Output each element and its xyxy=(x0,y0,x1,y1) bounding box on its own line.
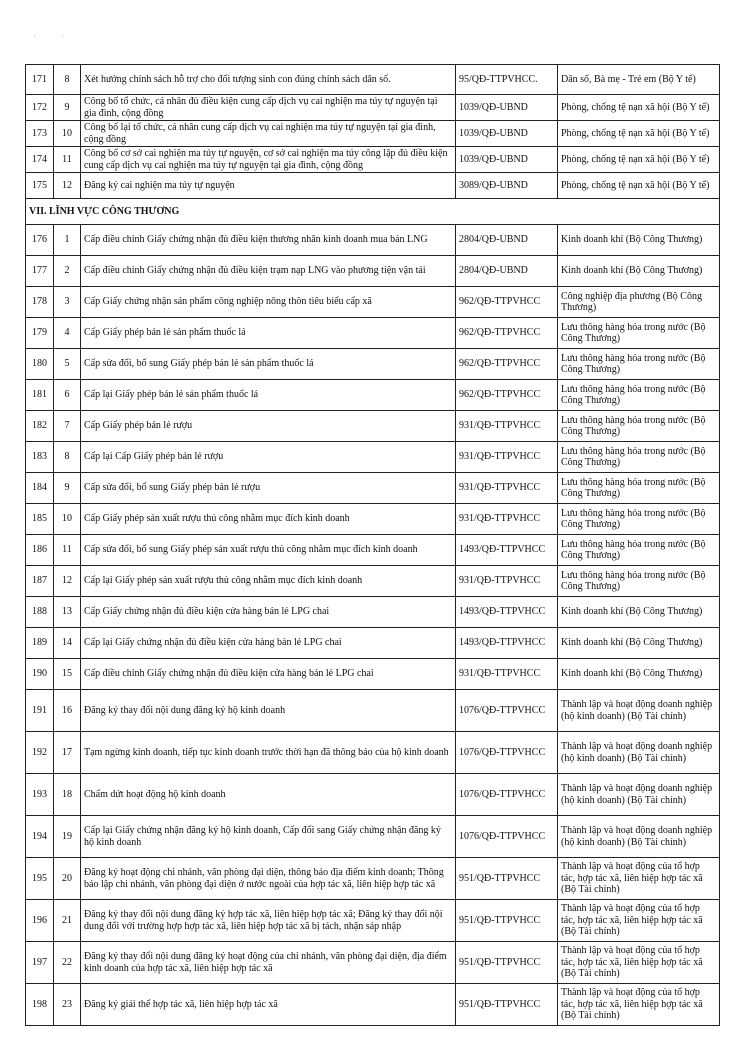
field-cell: Thành lập và hoạt động của tổ hợp tác, hợp tác xã, liên hiệp hợp tác xã (Bộ Tài chính) xyxy=(558,942,720,984)
procedure-name-cell: Công bố tổ chức, cá nhân đủ điều kiện cung cấp dịch vụ cai nghiện ma túy tự nguyện tại gia đình, cộng đồng xyxy=(81,95,456,121)
table-row xyxy=(26,411,720,442)
row-index-cell: 171 xyxy=(26,65,54,95)
row-number-cell: 15 xyxy=(54,659,81,690)
table-row xyxy=(26,349,720,380)
procedure-name-cell: Cấp Giấy phép sản xuất rượu thủ công nhằm mục đích kinh doanh xyxy=(81,504,456,535)
row-number-cell: 10 xyxy=(54,121,81,147)
table-row xyxy=(26,732,720,774)
decision-number-cell: 2804/QĐ-UBND xyxy=(456,256,558,287)
procedure-name-cell: Cấp sửa đổi, bổ sung Giấy phép bán lẻ sản phẩm thuốc lá xyxy=(81,349,456,380)
table-row xyxy=(26,659,720,690)
row-index-cell: 183 xyxy=(26,442,54,473)
decision-number-cell: 931/QĐ-TTPVHCC xyxy=(456,442,558,473)
row-number-cell: 3 xyxy=(54,287,81,318)
procedure-name-cell: Công bố lại tổ chức, cá nhân cung cấp dịch vụ cai nghiện ma túy tự nguyện tại gia đình, cộng đồng xyxy=(81,121,456,147)
field-cell: Kinh doanh khí (Bộ Công Thương) xyxy=(558,628,720,659)
decision-number-cell: 1493/QĐ-TTPVHCC xyxy=(456,535,558,566)
decision-number-cell: 951/QĐ-TTPVHCC xyxy=(456,858,558,900)
field-cell: Thành lập và hoạt động doanh nghiệp (hộ kinh doanh) (Bộ Tài chính) xyxy=(558,774,720,816)
procedure-table-body xyxy=(26,65,720,1026)
decision-number-cell: 951/QĐ-TTPVHCC xyxy=(456,942,558,984)
table-row xyxy=(26,942,720,984)
field-cell: Lưu thông hàng hóa trong nước (Bộ Công Thương) xyxy=(558,442,720,473)
procedure-name-cell: Đăng ký thay đổi nội dung đăng ký hợp tác xã, liên hiệp hợp tác xã; Đăng ký thay đổi nội dung đổi với trường hợp hợp tác xã, liên hiệp hợp tác xã bị tách, nhận sáp nhập xyxy=(81,900,456,942)
table-row xyxy=(26,473,720,504)
row-index-cell: 173 xyxy=(26,121,54,147)
row-number-cell: 11 xyxy=(54,147,81,173)
row-number-cell: 10 xyxy=(54,504,81,535)
decision-number-cell: 1076/QĐ-TTPVHCC xyxy=(456,816,558,858)
row-number-cell: 1 xyxy=(54,225,81,256)
procedure-name-cell: Cấp điều chỉnh Giấy chứng nhận đủ điều kiện cửa hàng bán lẻ LPG chai xyxy=(81,659,456,690)
row-number-cell: 4 xyxy=(54,318,81,349)
field-cell: Lưu thông hàng hóa trong nước (Bộ Công Thương) xyxy=(558,318,720,349)
table-row xyxy=(26,173,720,199)
table-row xyxy=(26,504,720,535)
row-index-cell: 185 xyxy=(26,504,54,535)
row-number-cell: 20 xyxy=(54,858,81,900)
table-row xyxy=(26,65,720,95)
row-index-cell: 180 xyxy=(26,349,54,380)
decision-number-cell: 951/QĐ-TTPVHCC xyxy=(456,900,558,942)
procedure-name-cell: Cấp điều chỉnh Giấy chứng nhận đủ điều kiện thương nhân kinh doanh mua bán LNG xyxy=(81,225,456,256)
table-row xyxy=(26,816,720,858)
table-row xyxy=(26,442,720,473)
row-number-cell: 8 xyxy=(54,65,81,95)
decision-number-cell: 962/QĐ-TTPVHCC xyxy=(456,287,558,318)
decision-number-cell: 95/QĐ-TTPVHCC. xyxy=(456,65,558,95)
procedure-name-cell: Cấp lại Giấy chứng nhận đăng ký hộ kinh doanh, Cấp đổi sang Giấy chứng nhận đăng ký hộ kinh doanh xyxy=(81,816,456,858)
procedure-name-cell: Chấm dứt hoạt động hộ kinh doanh xyxy=(81,774,456,816)
field-cell: Thành lập và hoạt động của tổ hợp tác, hợp tác xã, liên hiệp hợp tác xã (Bộ Tài chính) xyxy=(558,858,720,900)
row-number-cell: 17 xyxy=(54,732,81,774)
field-cell: Phòng, chống tệ nạn xã hội (Bộ Y tế) xyxy=(558,173,720,199)
row-index-cell: 187 xyxy=(26,566,54,597)
procedure-name-cell: Cấp lại Cấp Giấy phép bán lẻ rượu xyxy=(81,442,456,473)
table-row xyxy=(26,535,720,566)
table-row xyxy=(26,597,720,628)
table-row xyxy=(26,380,720,411)
procedure-name-cell: Đăng ký thay đổi nội dung đăng ký hộ kinh doanh xyxy=(81,690,456,732)
row-number-cell: 12 xyxy=(54,566,81,597)
decision-number-cell: 1076/QĐ-TTPVHCC xyxy=(456,774,558,816)
field-cell: Thành lập và hoạt động của tổ hợp tác, hợp tác xã, liên hiệp hợp tác xã (Bộ Tài chính) xyxy=(558,984,720,1026)
field-cell: Lưu thông hàng hóa trong nước (Bộ Công Thương) xyxy=(558,349,720,380)
field-cell: Thành lập và hoạt động doanh nghiệp (hộ kinh doanh) (Bộ Tài chính) xyxy=(558,816,720,858)
procedure-name-cell: Cấp Giấy chứng nhận sản phẩm công nghiệp nông thôn tiêu biểu cấp xã xyxy=(81,287,456,318)
decision-number-cell: 1039/QĐ-UBND xyxy=(456,147,558,173)
field-cell: Lưu thông hàng hóa trong nước (Bộ Công Thương) xyxy=(558,504,720,535)
decision-number-cell: 931/QĐ-TTPVHCC xyxy=(456,659,558,690)
decision-number-cell: 2804/QĐ-UBND xyxy=(456,225,558,256)
table-row xyxy=(26,95,720,121)
row-number-cell: 19 xyxy=(54,816,81,858)
field-cell: Phòng, chống tệ nạn xã hội (Bộ Y tế) xyxy=(558,121,720,147)
table-row xyxy=(26,318,720,349)
row-index-cell: 196 xyxy=(26,900,54,942)
procedure-name-cell: Đăng ký giải thể hợp tác xã, liên hiệp hợp tác xã xyxy=(81,984,456,1026)
row-number-cell: 21 xyxy=(54,900,81,942)
row-number-cell: 12 xyxy=(54,173,81,199)
decision-number-cell: 962/QĐ-TTPVHCC xyxy=(456,318,558,349)
procedure-name-cell: Đăng ký hoạt động chi nhánh, văn phòng đại diện, thông báo địa điểm kinh doanh; Thông báo lập chi nhánh, văn phòng đại diện ở nước ngoài của hợp tác xã, liên hiệp hợp tác xã xyxy=(81,858,456,900)
row-index-cell: 178 xyxy=(26,287,54,318)
scan-mark: ˙ xyxy=(33,34,36,43)
procedure-name-cell: Cấp lại Giấy chứng nhận đủ điều kiện cửa hàng bán lẻ LPG chai xyxy=(81,628,456,659)
procedure-name-cell: Cấp Giấy phép bán lẻ sản phẩm thuốc lá xyxy=(81,318,456,349)
procedure-name-cell: Cấp lại Giấy phép bán lẻ sản phẩm thuốc lá xyxy=(81,380,456,411)
row-number-cell: 8 xyxy=(54,442,81,473)
row-index-cell: 175 xyxy=(26,173,54,199)
procedure-name-cell: Xét hưởng chính sách hỗ trợ cho đối tượng sinh con đúng chính sách dân số. xyxy=(81,65,456,95)
decision-number-cell: 962/QĐ-TTPVHCC xyxy=(456,349,558,380)
row-index-cell: 191 xyxy=(26,690,54,732)
decision-number-cell: 3089/QĐ-UBND xyxy=(456,173,558,199)
procedure-name-cell: Đăng ký cai nghiện ma túy tự nguyện xyxy=(81,173,456,199)
field-cell: Công nghiệp địa phương (Bộ Công Thương) xyxy=(558,287,720,318)
procedure-name-cell: Cấp sửa đổi, bổ sung Giấy phép bán lẻ rượu xyxy=(81,473,456,504)
row-number-cell: 18 xyxy=(54,774,81,816)
row-index-cell: 198 xyxy=(26,984,54,1026)
field-cell: Lưu thông hàng hóa trong nước (Bộ Công Thương) xyxy=(558,380,720,411)
row-index-cell: 172 xyxy=(26,95,54,121)
row-number-cell: 6 xyxy=(54,380,81,411)
row-index-cell: 174 xyxy=(26,147,54,173)
row-number-cell: 9 xyxy=(54,95,81,121)
row-index-cell: 176 xyxy=(26,225,54,256)
table-row xyxy=(26,147,720,173)
decision-number-cell: 1076/QĐ-TTPVHCC xyxy=(456,690,558,732)
decision-number-cell: 1493/QĐ-TTPVHCC xyxy=(456,628,558,659)
field-cell: Kinh doanh khí (Bộ Công Thương) xyxy=(558,659,720,690)
decision-number-cell: 1039/QĐ-UBND xyxy=(456,121,558,147)
decision-number-cell: 931/QĐ-TTPVHCC xyxy=(456,411,558,442)
decision-number-cell: 1493/QĐ-TTPVHCC xyxy=(456,597,558,628)
table-row xyxy=(26,900,720,942)
row-number-cell: 5 xyxy=(54,349,81,380)
procedure-name-cell: Tạm ngừng kinh doanh, tiếp tục kinh doanh trước thời hạn đã thông báo của hộ kinh doanh xyxy=(81,732,456,774)
field-cell: Kinh doanh khí (Bộ Công Thương) xyxy=(558,597,720,628)
row-index-cell: 184 xyxy=(26,473,54,504)
row-index-cell: 181 xyxy=(26,380,54,411)
procedure-name-cell: Cấp sửa đổi, bổ sung Giấy phép sản xuất rượu thủ công nhằm mục đích kinh doanh xyxy=(81,535,456,566)
field-cell: Kinh doanh khí (Bộ Công Thương) xyxy=(558,225,720,256)
table-row xyxy=(26,984,720,1026)
row-number-cell: 7 xyxy=(54,411,81,442)
procedure-name-cell: Cấp điều chỉnh Giấy chứng nhận đủ điều kiện trạm nạp LNG vào phương tiện vận tải xyxy=(81,256,456,287)
table-row xyxy=(26,225,720,256)
procedure-name-cell: Cấp Giấy phép bán lẻ rượu xyxy=(81,411,456,442)
decision-number-cell: 1076/QĐ-TTPVHCC xyxy=(456,732,558,774)
row-number-cell: 14 xyxy=(54,628,81,659)
field-cell: Thành lập và hoạt động của tổ hợp tác, hợp tác xã, liên hiệp hợp tác xã (Bộ Tài chính) xyxy=(558,900,720,942)
row-index-cell: 179 xyxy=(26,318,54,349)
decision-number-cell: 1039/QĐ-UBND xyxy=(456,95,558,121)
row-index-cell: 190 xyxy=(26,659,54,690)
row-index-cell: 194 xyxy=(26,816,54,858)
row-number-cell: 11 xyxy=(54,535,81,566)
row-number-cell: 16 xyxy=(54,690,81,732)
procedure-name-cell: Cấp lại Giấy phép sản xuất rượu thủ công nhằm mục đích kinh doanh xyxy=(81,566,456,597)
decision-number-cell: 962/QĐ-TTPVHCC xyxy=(456,380,558,411)
decision-number-cell: 951/QĐ-TTPVHCC xyxy=(456,984,558,1026)
row-number-cell: 2 xyxy=(54,256,81,287)
row-index-cell: 189 xyxy=(26,628,54,659)
field-cell: Phòng, chống tệ nạn xã hội (Bộ Y tế) xyxy=(558,147,720,173)
table-row xyxy=(26,566,720,597)
row-index-cell: 177 xyxy=(26,256,54,287)
procedure-table xyxy=(25,64,720,1026)
field-cell: Lưu thông hàng hóa trong nước (Bộ Công Thương) xyxy=(558,411,720,442)
decision-number-cell: 931/QĐ-TTPVHCC xyxy=(456,566,558,597)
table-row xyxy=(26,774,720,816)
row-index-cell: 188 xyxy=(26,597,54,628)
row-number-cell: 22 xyxy=(54,942,81,984)
table-row xyxy=(26,628,720,659)
field-cell: Thành lập và hoạt động doanh nghiệp (hộ kinh doanh) (Bộ Tài chính) xyxy=(558,732,720,774)
row-index-cell: 195 xyxy=(26,858,54,900)
table-row xyxy=(26,256,720,287)
field-cell: Dân số, Bà mẹ - Trẻ em (Bộ Y tế) xyxy=(558,65,720,95)
table-row xyxy=(26,121,720,147)
row-number-cell: 23 xyxy=(54,984,81,1026)
field-cell: Thành lập và hoạt động doanh nghiệp (hộ kinh doanh) (Bộ Tài chính) xyxy=(558,690,720,732)
section-row xyxy=(26,199,720,225)
row-index-cell: 193 xyxy=(26,774,54,816)
row-index-cell: 192 xyxy=(26,732,54,774)
row-number-cell: 13 xyxy=(54,597,81,628)
field-cell: Phòng, chống tệ nạn xã hội (Bộ Y tế) xyxy=(558,95,720,121)
row-number-cell: 9 xyxy=(54,473,81,504)
row-index-cell: 197 xyxy=(26,942,54,984)
row-index-cell: 182 xyxy=(26,411,54,442)
field-cell: Lưu thông hàng hóa trong nước (Bộ Công Thương) xyxy=(558,566,720,597)
decision-number-cell: 931/QĐ-TTPVHCC xyxy=(456,473,558,504)
table-row xyxy=(26,858,720,900)
section-heading: VII. LĨNH VỰC CÔNG THƯƠNG xyxy=(26,199,720,225)
scan-mark: ' xyxy=(62,34,64,43)
table-row xyxy=(26,287,720,318)
field-cell: Lưu thông hàng hóa trong nước (Bộ Công Thương) xyxy=(558,535,720,566)
procedure-name-cell: Công bố cơ sở cai nghiện ma túy tự nguyện, cơ sở cai nghiện ma túy công lập đủ điều kiện cung cấp dịch vụ cai nghiện ma túy tự nguyện tại gia đình, cộng đồng xyxy=(81,147,456,173)
procedure-name-cell: Đăng ký thay đổi nội dung đăng ký hoạt động của chi nhánh, văn phòng đại diện, địa điểm kinh doanh của hợp tác xã, liên hiệp hợp tác xã xyxy=(81,942,456,984)
table-row xyxy=(26,690,720,732)
procedure-name-cell: Cấp Giấy chứng nhận đủ điều kiện cửa hàng bán lẻ LPG chai xyxy=(81,597,456,628)
field-cell: Kinh doanh khí (Bộ Công Thương) xyxy=(558,256,720,287)
field-cell: Lưu thông hàng hóa trong nước (Bộ Công Thương) xyxy=(558,473,720,504)
row-index-cell: 186 xyxy=(26,535,54,566)
decision-number-cell: 931/QĐ-TTPVHCC xyxy=(456,504,558,535)
